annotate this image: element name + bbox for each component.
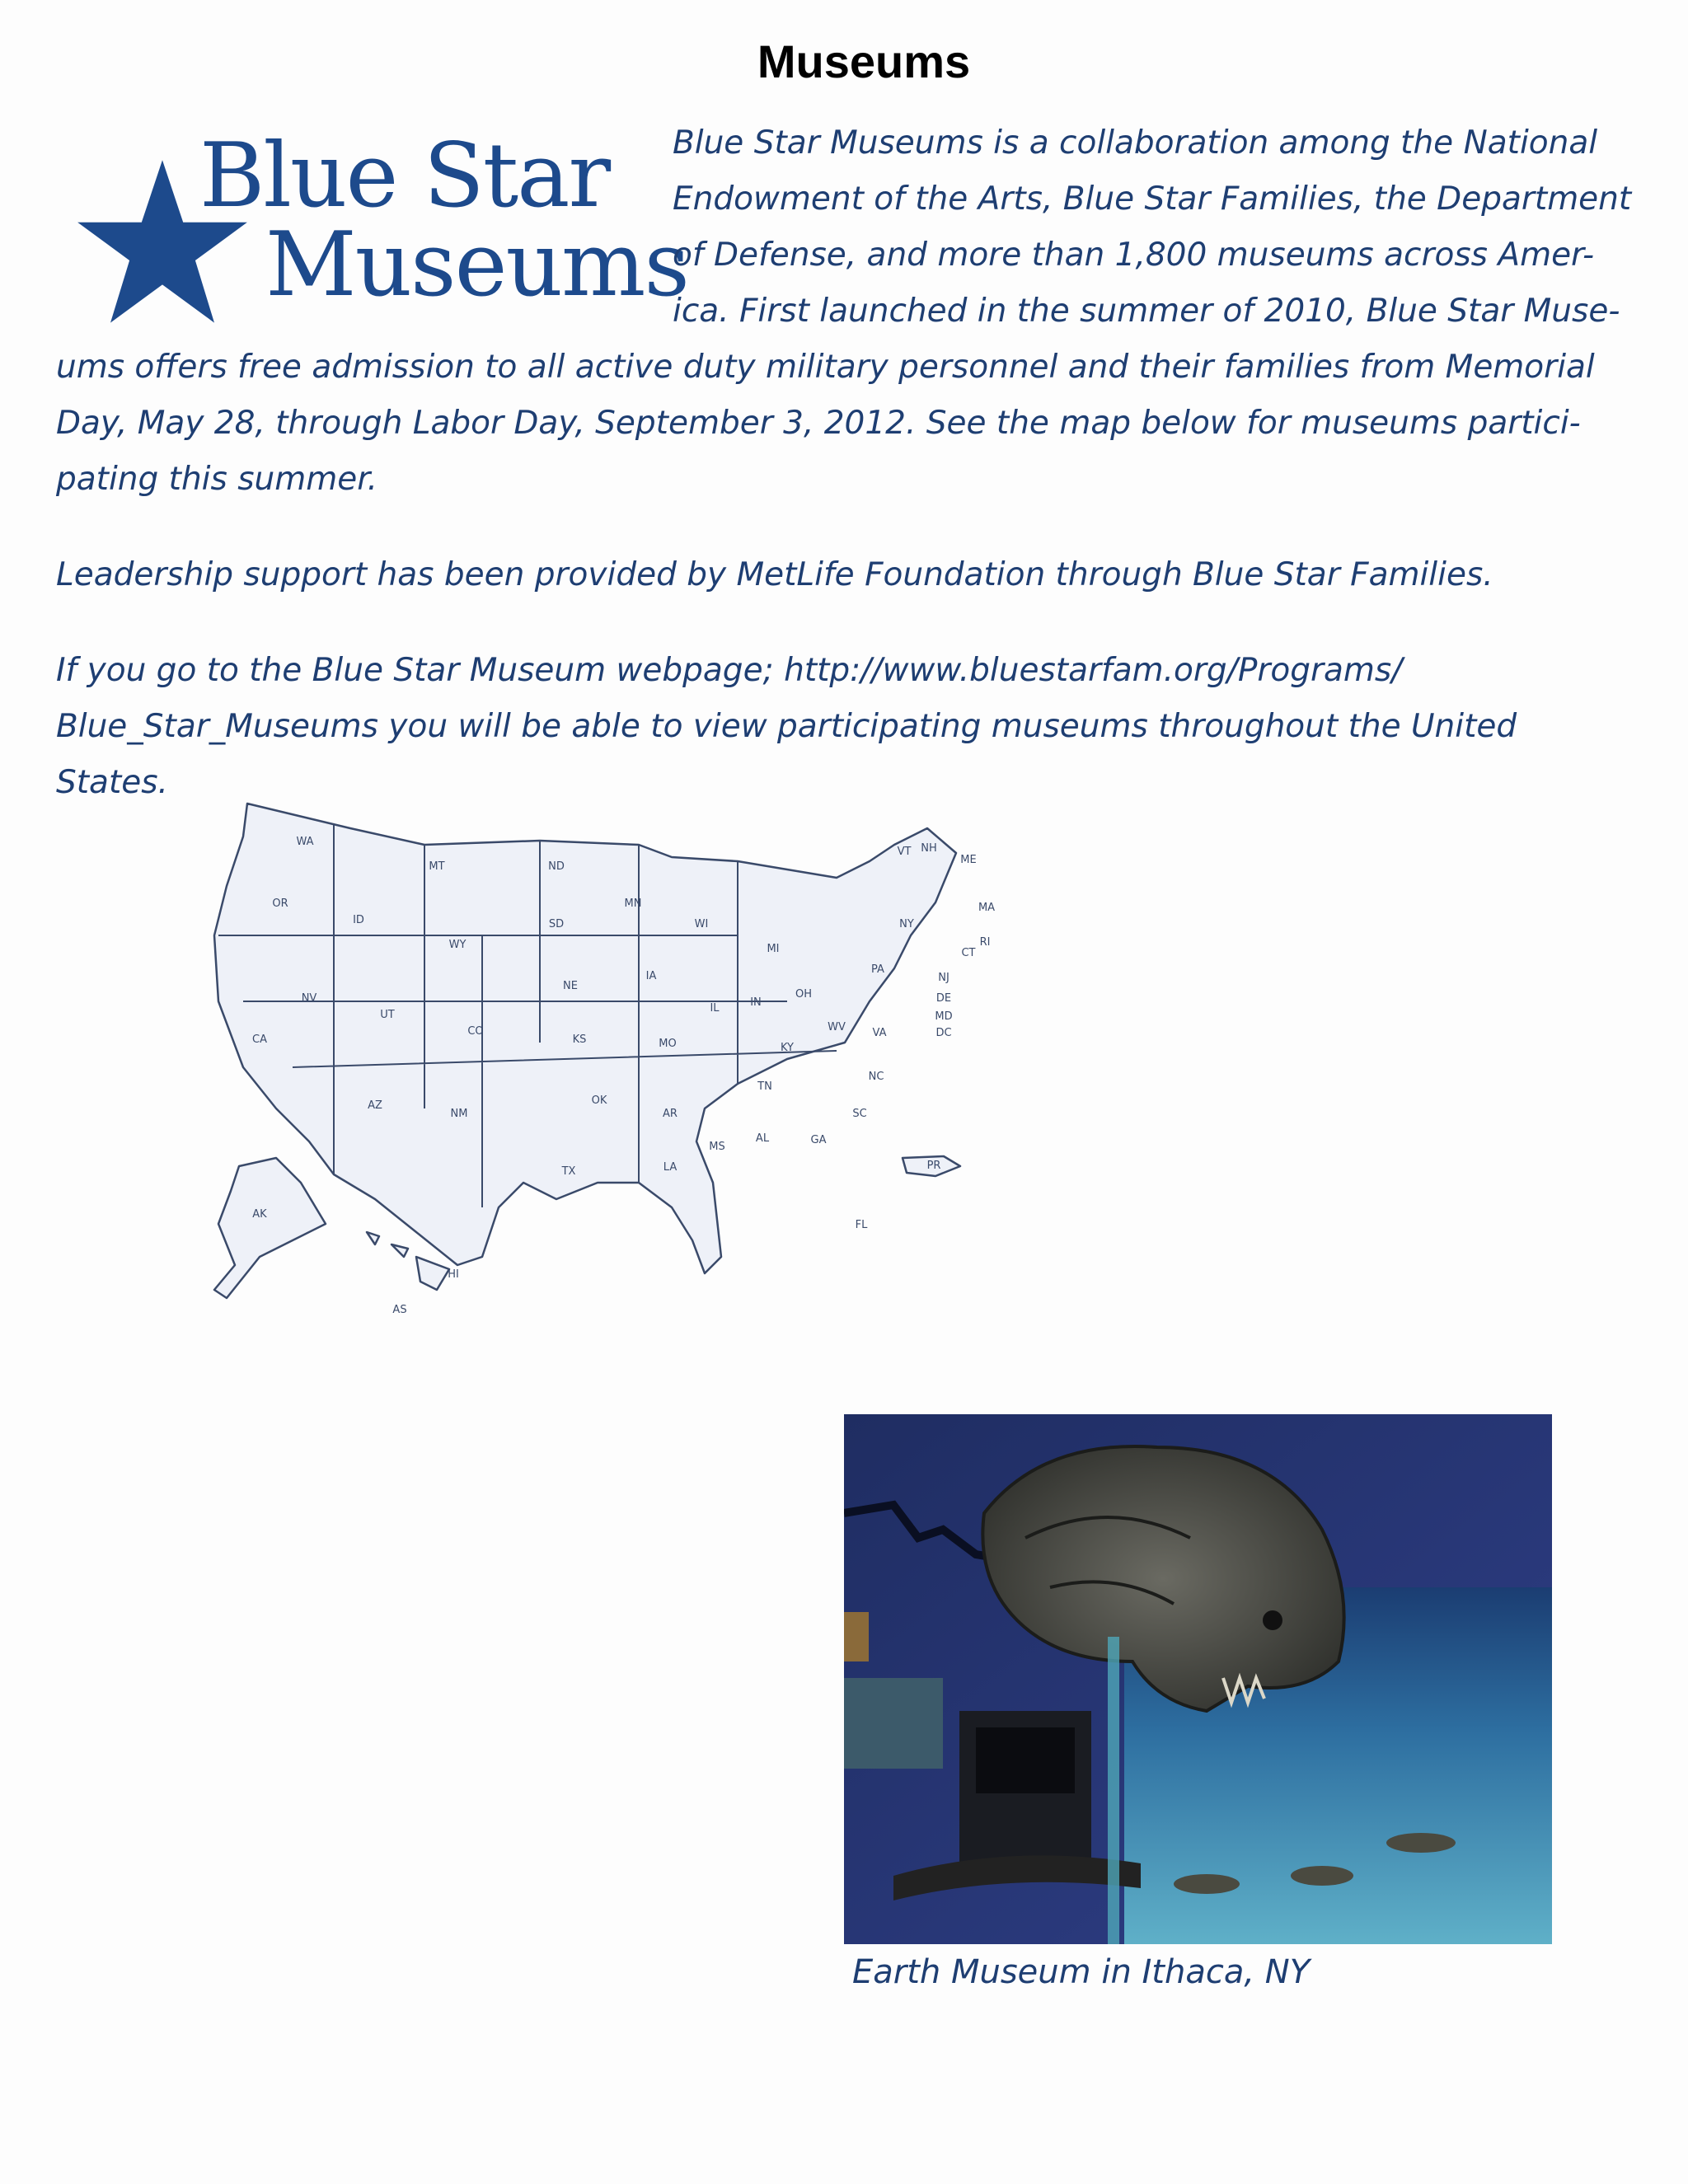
map-label: SD	[548, 918, 565, 930]
map-label: AL	[755, 1132, 770, 1145]
map-label: VA	[872, 1027, 887, 1039]
map-label: NJ	[938, 972, 950, 984]
map-label: NH	[921, 842, 937, 855]
intro-line-1: Blue Star Museums is a collaboration among the National	[673, 124, 1598, 162]
map-label: HI	[448, 1268, 459, 1281]
map-label: ME	[960, 854, 977, 866]
map-label: NE	[563, 980, 578, 992]
map-label: ND	[548, 860, 565, 873]
intro-line-4: ica. First launched in the summer of 2010, Blue Star Muse-	[673, 293, 1620, 330]
webpage-line-3: States.	[56, 764, 168, 801]
map-label: MT	[429, 860, 445, 873]
webpage-line-1: If you go to the Blue Star Museum webpage; http://www.bluestarfam.org/Programs/	[56, 652, 1403, 689]
map-label: VT	[897, 846, 912, 858]
photo-caption: Earth Museum in Ithaca, NY	[852, 1953, 1311, 1991]
map-label: FL	[855, 1219, 868, 1231]
intro-line-7: pating this summer.	[56, 461, 378, 498]
map-label: CA	[252, 1033, 267, 1046]
map-label: TX	[561, 1165, 576, 1178]
us-states-map	[210, 795, 1018, 1331]
map-label: NV	[301, 992, 317, 1005]
map-label: IL	[710, 1002, 720, 1015]
map-label: PR	[926, 1160, 941, 1172]
logo-line-2: Museums	[265, 213, 688, 316]
map-label: CO	[467, 1025, 484, 1038]
map-label: UT	[380, 1009, 395, 1021]
map-label: MD	[935, 1010, 953, 1023]
map-label: OR	[272, 898, 288, 910]
alaska-shape	[214, 1158, 326, 1298]
map-label: TN	[757, 1080, 772, 1093]
map-label: GA	[810, 1134, 827, 1146]
map-label: NC	[868, 1071, 884, 1083]
intro-line-5: ums offers free admission to all active duty military personnel and their families from Memorial	[56, 349, 1595, 386]
page-title: Museums	[757, 35, 971, 87]
map-label: DC	[935, 1027, 952, 1039]
map-label: MS	[709, 1141, 725, 1153]
map-label: KY	[780, 1042, 795, 1054]
map-label: MI	[767, 943, 780, 955]
map-label: IA	[645, 970, 657, 982]
map-label: DE	[935, 992, 952, 1005]
map-label: AZ	[368, 1099, 382, 1112]
map-label: WY	[448, 939, 467, 951]
earth-museum-photo	[844, 1414, 1552, 1944]
map-label: NM	[450, 1108, 468, 1120]
map-label: MN	[624, 898, 642, 910]
map-label: ID	[353, 914, 364, 926]
map-label: KS	[572, 1033, 587, 1046]
map-label: RI	[979, 936, 991, 949]
map-label: CT	[961, 947, 976, 959]
map-label: IN	[750, 996, 762, 1009]
map-label: MA	[978, 902, 996, 914]
map-label: OK	[591, 1094, 607, 1107]
map-label: WV	[828, 1021, 846, 1033]
map-label: PA	[871, 963, 884, 976]
intro-line-2: Endowment of the Arts, Blue Star Families, the Department	[673, 180, 1632, 218]
logo-line-1: Blue Star	[199, 124, 610, 227]
map-label: WA	[296, 836, 314, 848]
intro-line-3: of Defense, and more than 1,800 museums across Amer-	[673, 237, 1595, 274]
map-label: OH	[795, 988, 813, 1001]
map-label: WI	[694, 918, 709, 930]
map-label: SC	[852, 1108, 867, 1120]
webpage-line-2: Blue_Star_Museums you will be able to view participating museums throughout the United	[56, 708, 1517, 745]
map-label: AR	[663, 1108, 678, 1120]
intro-line-6: Day, May 28, through Labor Day, September 3, 2012. See the map below for museums partici-	[56, 405, 1581, 442]
map-label: MO	[659, 1038, 677, 1050]
map-label: NY	[899, 918, 914, 930]
map-label: LA	[663, 1161, 678, 1174]
blue-star-museums-logo	[76, 124, 688, 338]
map-label: AK	[252, 1208, 267, 1221]
support-text: Leadership support has been provided by MetLife Foundation through Blue Star Families.	[56, 556, 1493, 593]
map-label: AS	[392, 1304, 407, 1316]
